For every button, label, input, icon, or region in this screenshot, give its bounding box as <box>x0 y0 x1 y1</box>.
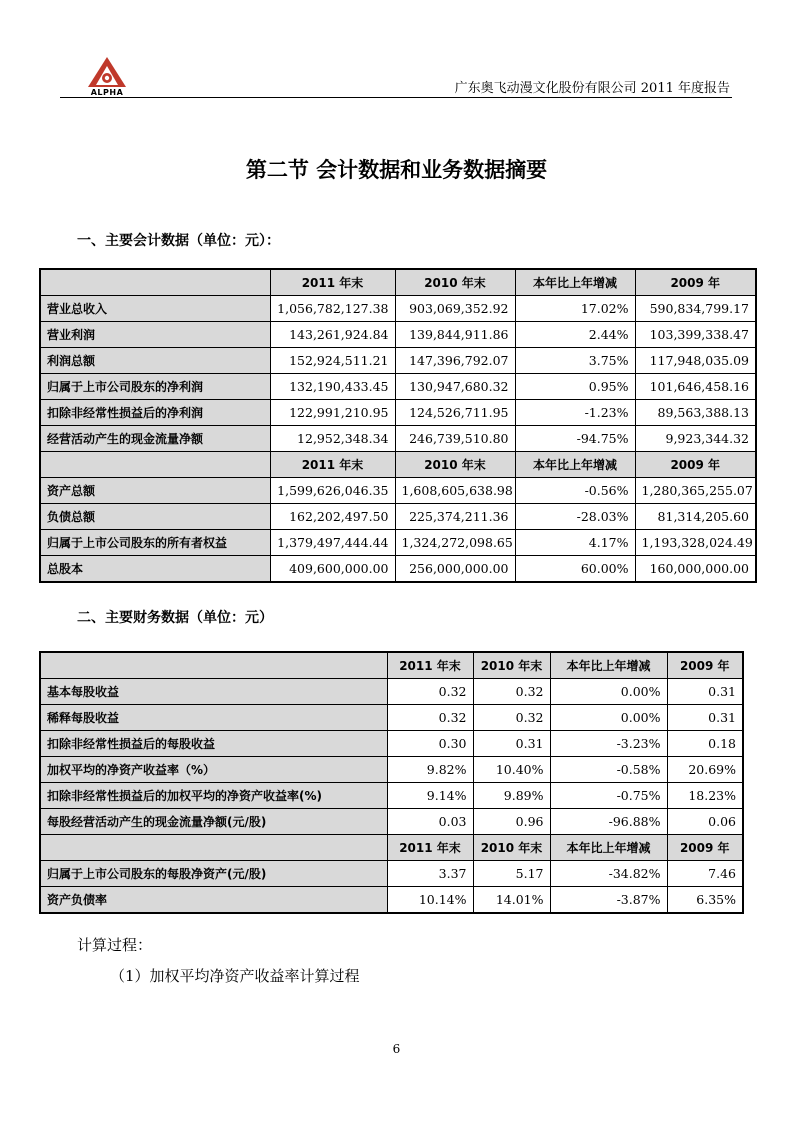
value-cell: 0.00% <box>550 705 667 731</box>
value-cell: 17.02% <box>515 296 635 322</box>
report-title: 广东奥飞动漫文化股份有限公司 2011 年度报告 <box>454 81 730 96</box>
table-row <box>40 322 756 348</box>
value-cell: 0.31 <box>667 679 743 705</box>
value-cell: 0.31 <box>473 731 550 757</box>
header-blank-cell <box>40 652 387 679</box>
table-row <box>40 374 756 400</box>
row-label: 加权平均的净资产收益率（%） <box>40 757 387 783</box>
row-label: 扣除非经常性损益后的每股收益 <box>40 731 387 757</box>
financial-header-row <box>40 835 743 861</box>
row-label: 归属于上市公司股东的每股净资产(元/股) <box>40 861 387 887</box>
value-cell: -0.58% <box>550 757 667 783</box>
row-label: 经营活动产生的现金流量净额 <box>40 426 270 452</box>
value-cell: 2.44% <box>515 322 635 348</box>
value-cell: 0.32 <box>473 705 550 731</box>
column-header: 2010 年末 <box>395 452 515 478</box>
row-label: 扣除非经常性损益后的加权平均的净资产收益率(%) <box>40 783 387 809</box>
accounting-data-table <box>39 268 757 583</box>
column-header: 2010 年末 <box>473 652 550 679</box>
value-cell: 9.89% <box>473 783 550 809</box>
value-cell: 903,069,352.92 <box>395 296 515 322</box>
table-row <box>40 530 756 556</box>
value-cell: 246,739,510.80 <box>395 426 515 452</box>
page-number: 6 <box>392 1042 401 1056</box>
column-header: 2010 年末 <box>473 835 550 861</box>
value-cell: 0.95% <box>515 374 635 400</box>
row-label: 基本每股收益 <box>40 679 387 705</box>
value-cell: 124,526,711.95 <box>395 400 515 426</box>
value-cell: 143,261,924.84 <box>270 322 395 348</box>
table-row <box>40 296 756 322</box>
financial-data-title: 二、主要财务数据（单位：元） <box>77 610 273 626</box>
column-header: 2009 年 <box>635 269 756 296</box>
accounting-data-title: 一、主要会计数据（单位：元）： <box>77 233 280 249</box>
value-cell: 12,952,348.34 <box>270 426 395 452</box>
column-header: 本年比上年增减 <box>515 452 635 478</box>
table-row <box>40 426 756 452</box>
column-header: 2010 年末 <box>395 269 515 296</box>
column-header: 2011 年末 <box>270 269 395 296</box>
value-cell: 0.32 <box>387 705 473 731</box>
row-label: 归属于上市公司股东的净利润 <box>40 374 270 400</box>
financial-data-table <box>39 651 744 914</box>
row-label: 总股本 <box>40 556 270 583</box>
value-cell: 14.01% <box>473 887 550 914</box>
calc-item: （1）加权平均净资产收益率计算过程 <box>110 967 360 985</box>
value-cell: -3.87% <box>550 887 667 914</box>
section-title: 第二节 会计数据和业务数据摘要 <box>245 158 548 182</box>
value-cell: 60.00% <box>515 556 635 583</box>
header-blank-cell <box>40 835 387 861</box>
value-cell: -0.56% <box>515 478 635 504</box>
column-header: 本年比上年增减 <box>550 652 667 679</box>
row-label: 负债总额 <box>40 504 270 530</box>
value-cell: -94.75% <box>515 426 635 452</box>
value-cell: 1,608,605,638.98 <box>395 478 515 504</box>
row-label: 资产总额 <box>40 478 270 504</box>
logo-text: ALPHA <box>90 88 124 97</box>
row-label: 每股经营活动产生的现金流量净额(元/股) <box>40 809 387 835</box>
value-cell: 9.14% <box>387 783 473 809</box>
value-cell: 9.82% <box>387 757 473 783</box>
column-header: 2011 年末 <box>270 452 395 478</box>
table-row <box>40 861 743 887</box>
value-cell: -3.23% <box>550 731 667 757</box>
value-cell: 0.31 <box>667 705 743 731</box>
table-row <box>40 504 756 530</box>
value-cell: 590,834,799.17 <box>635 296 756 322</box>
value-cell: 0.18 <box>667 731 743 757</box>
value-cell: 1,599,626,046.35 <box>270 478 395 504</box>
value-cell: -96.88% <box>550 809 667 835</box>
table-row <box>40 556 756 583</box>
value-cell: 81,314,205.60 <box>635 504 756 530</box>
value-cell: 132,190,433.45 <box>270 374 395 400</box>
value-cell: 10.14% <box>387 887 473 914</box>
value-cell: 147,396,792.07 <box>395 348 515 374</box>
value-cell: 103,399,338.47 <box>635 322 756 348</box>
table-row <box>40 348 756 374</box>
column-header: 2009 年 <box>667 835 743 861</box>
column-header: 2011 年末 <box>387 652 473 679</box>
financial-header-row <box>40 652 743 679</box>
table-row <box>40 679 743 705</box>
column-header: 2011 年末 <box>387 835 473 861</box>
value-cell: 162,202,497.50 <box>270 504 395 530</box>
value-cell: 7.46 <box>667 861 743 887</box>
row-label: 稀释每股收益 <box>40 705 387 731</box>
value-cell: 152,924,511.21 <box>270 348 395 374</box>
row-label: 营业总收入 <box>40 296 270 322</box>
value-cell: 10.40% <box>473 757 550 783</box>
value-cell: 0.30 <box>387 731 473 757</box>
value-cell: 130,947,680.32 <box>395 374 515 400</box>
value-cell: 122,991,210.95 <box>270 400 395 426</box>
value-cell: 409,600,000.00 <box>270 556 395 583</box>
value-cell: -34.82% <box>550 861 667 887</box>
table-row <box>40 705 743 731</box>
value-cell: 117,948,035.09 <box>635 348 756 374</box>
alpha-logo <box>82 55 132 97</box>
table-row <box>40 731 743 757</box>
value-cell: 0.00% <box>550 679 667 705</box>
header-blank-cell <box>40 269 270 296</box>
value-cell: 256,000,000.00 <box>395 556 515 583</box>
table-row <box>40 783 743 809</box>
table-row <box>40 757 743 783</box>
column-header: 2009 年 <box>635 452 756 478</box>
row-label: 利润总额 <box>40 348 270 374</box>
value-cell: 3.75% <box>515 348 635 374</box>
value-cell: 139,844,911.86 <box>395 322 515 348</box>
accounting-header-row <box>40 452 756 478</box>
value-cell: 101,646,458.16 <box>635 374 756 400</box>
value-cell: 4.17% <box>515 530 635 556</box>
value-cell: 0.06 <box>667 809 743 835</box>
value-cell: 225,374,211.36 <box>395 504 515 530</box>
value-cell: 3.37 <box>387 861 473 887</box>
value-cell: 0.32 <box>387 679 473 705</box>
value-cell: 0.03 <box>387 809 473 835</box>
page-header <box>60 55 732 98</box>
value-cell: 1,280,365,255.07 <box>635 478 756 504</box>
table-row <box>40 809 743 835</box>
value-cell: -28.03% <box>515 504 635 530</box>
value-cell: 1,324,272,098.65 <box>395 530 515 556</box>
value-cell: -0.75% <box>550 783 667 809</box>
header-blank-cell <box>40 452 270 478</box>
column-header: 本年比上年增减 <box>550 835 667 861</box>
table-row <box>40 887 743 914</box>
value-cell: 0.32 <box>473 679 550 705</box>
table-row <box>40 400 756 426</box>
calc-title: 计算过程： <box>77 936 153 954</box>
row-label: 营业利润 <box>40 322 270 348</box>
value-cell: 18.23% <box>667 783 743 809</box>
accounting-header-row <box>40 269 756 296</box>
value-cell: 1,193,328,024.49 <box>635 530 756 556</box>
row-label: 扣除非经常性损益后的净利润 <box>40 400 270 426</box>
table-row <box>40 478 756 504</box>
value-cell: 160,000,000.00 <box>635 556 756 583</box>
value-cell: 5.17 <box>473 861 550 887</box>
value-cell: 20.69% <box>667 757 743 783</box>
value-cell: 1,056,782,127.38 <box>270 296 395 322</box>
row-label: 归属于上市公司股东的所有者权益 <box>40 530 270 556</box>
value-cell: 89,563,388.13 <box>635 400 756 426</box>
value-cell: 1,379,497,444.44 <box>270 530 395 556</box>
column-header: 2009 年 <box>667 652 743 679</box>
value-cell: 6.35% <box>667 887 743 914</box>
value-cell: -1.23% <box>515 400 635 426</box>
column-header: 本年比上年增减 <box>515 269 635 296</box>
value-cell: 9,923,344.32 <box>635 426 756 452</box>
row-label: 资产负债率 <box>40 887 387 914</box>
value-cell: 0.96 <box>473 809 550 835</box>
alpha-logo-icon <box>82 55 132 89</box>
